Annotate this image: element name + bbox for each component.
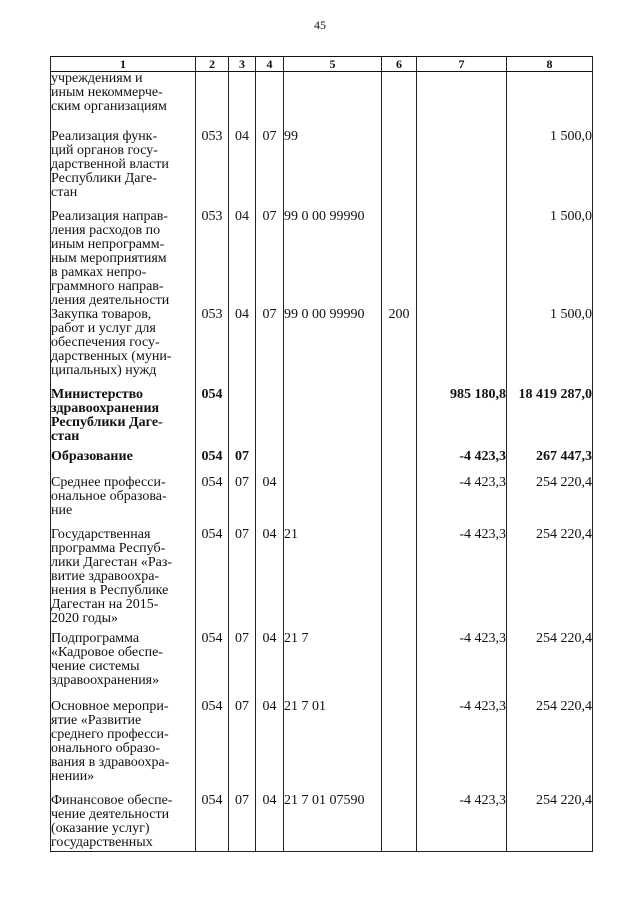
section-code-cell: 07 [229, 632, 256, 700]
row-name-line: 2020 годы» [51, 610, 119, 626]
target-item-cell: 21 [284, 528, 382, 632]
admin-code-cell: 053 [196, 210, 229, 308]
target-item-cell [284, 476, 382, 528]
section-code-cell: 04 [229, 308, 256, 388]
target-item-cell [284, 450, 382, 476]
row-name-line: «Кадровое обеспе- [51, 644, 163, 660]
section-code-cell [229, 388, 256, 450]
subsection-code-cell: 07 [256, 210, 284, 308]
row-name-line: Республики Даге- [51, 170, 157, 186]
row-name-line: Республики Даге- [51, 414, 163, 430]
admin-code-cell: 054 [196, 476, 229, 528]
column-header: 1 [51, 57, 196, 72]
column-header: 8 [507, 57, 593, 72]
admin-code-cell: 053 [196, 130, 229, 210]
row-name-line: работ и услуг для [51, 320, 156, 336]
section-code-cell: 04 [229, 210, 256, 308]
table-row [51, 388, 593, 450]
subsection-code-cell: 04 [256, 476, 284, 528]
total-amount-cell: 254 220,4 [507, 700, 593, 794]
table-row [51, 450, 593, 476]
table-row [51, 72, 593, 130]
row-name-line: дарственных (муни- [51, 348, 172, 364]
row-name-line: (оказание услуг) [51, 820, 150, 836]
row-name-line: чение системы [51, 658, 140, 674]
table-row [51, 130, 593, 210]
total-amount-cell: 18 419 287,0 [507, 388, 593, 450]
row-name-line: здравоохранения [51, 400, 160, 416]
section-code-cell: 07 [229, 476, 256, 528]
row-name [51, 308, 196, 388]
row-name-line: Финансовое обеспе- [51, 792, 173, 808]
row-name [51, 388, 196, 450]
row-name-line: вания в здравоохра- [51, 754, 170, 770]
table-row [51, 632, 593, 700]
row-name-line: Закупка товаров, [51, 306, 152, 322]
total-amount-cell: 267 447,3 [507, 450, 593, 476]
subsection-code-cell: 04 [256, 528, 284, 632]
row-name-line: государственных [51, 834, 153, 850]
row-name-line: ления деятельности [51, 292, 170, 308]
row-name-line: ления расходов по [51, 222, 161, 238]
row-name-line: ным мероприятиям [51, 250, 167, 266]
table-row [51, 210, 593, 308]
row-name-line: иным некоммерче- [51, 85, 163, 100]
expense-type-cell: 200 [382, 308, 417, 388]
row-name-line: граммного направ- [51, 278, 164, 294]
budget-table [50, 56, 593, 852]
section-code-cell: 04 [229, 130, 256, 210]
total-amount-cell [507, 72, 593, 130]
change-amount-cell [417, 210, 507, 308]
expense-type-cell [382, 700, 417, 794]
expense-type-cell [382, 210, 417, 308]
total-amount-cell: 254 220,4 [507, 476, 593, 528]
expense-type-cell [382, 450, 417, 476]
row-name-line: Государственная [51, 526, 151, 542]
admin-code-cell: 054 [196, 700, 229, 794]
subsection-code-cell [256, 388, 284, 450]
row-name [51, 210, 196, 308]
total-amount-cell: 254 220,4 [507, 632, 593, 700]
total-amount-cell: 254 220,4 [507, 528, 593, 632]
row-name-line: в рамках непро- [51, 264, 147, 280]
target-item-cell: 21 7 01 [284, 700, 382, 794]
total-amount-cell: 1 500,0 [507, 308, 593, 388]
target-item-cell: 99 0 00 99990 [284, 210, 382, 308]
table-row [51, 700, 593, 794]
change-amount-cell [417, 308, 507, 388]
expense-type-cell [382, 632, 417, 700]
admin-code-cell: 054 [196, 794, 229, 852]
change-amount-cell: -4 423,3 [417, 528, 507, 632]
subsection-code-cell [256, 72, 284, 130]
column-header: 7 [417, 57, 507, 72]
row-name-line: учреждениям и [51, 71, 143, 86]
row-name [51, 528, 196, 632]
row-name-line: Основное меропри- [51, 698, 169, 714]
target-item-cell: 21 7 [284, 632, 382, 700]
row-name-line: Дагестан на 2015- [51, 596, 159, 612]
expense-type-cell [382, 528, 417, 632]
subsection-code-cell: 07 [256, 308, 284, 388]
page-number: 45 [314, 18, 326, 32]
row-name [51, 700, 196, 794]
admin-code-cell: 054 [196, 528, 229, 632]
section-code-cell [229, 72, 256, 130]
row-name-line: программа Респуб- [51, 540, 166, 556]
expense-type-cell [382, 794, 417, 852]
section-code-cell: 07 [229, 794, 256, 852]
total-amount-cell: 254 220,4 [507, 794, 593, 852]
row-name-line: ние [51, 502, 73, 518]
target-item-cell [284, 388, 382, 450]
row-name-line: Подпрограмма [51, 630, 140, 646]
row-name [51, 632, 196, 700]
row-name-line: онального образо- [51, 740, 161, 756]
admin-code-cell [196, 72, 229, 130]
row-name-line: нении» [51, 768, 95, 784]
expense-type-cell [382, 476, 417, 528]
row-name-line: стан [51, 184, 78, 200]
row-name-line: здравоохранения» [51, 672, 160, 688]
subsection-code-cell: 07 [256, 130, 284, 210]
row-name-line: ятие «Развитие [51, 712, 142, 728]
row-name-line: ональное образова- [51, 488, 167, 504]
change-amount-cell: 985 180,8 [417, 388, 507, 450]
change-amount-cell: -4 423,3 [417, 450, 507, 476]
row-name-line: ций органов госу- [51, 142, 158, 158]
row-name-line: дарственной власти [51, 156, 169, 172]
row-name-line: обеспечения госу- [51, 334, 160, 350]
subsection-code-cell: 04 [256, 632, 284, 700]
row-name-line: ципальных) нужд [51, 362, 157, 378]
table-row [51, 528, 593, 632]
admin-code-cell: 054 [196, 450, 229, 476]
row-name-line: лики Дагестан «Раз- [51, 554, 173, 570]
table-row [51, 476, 593, 528]
row-name-line: Реализация направ- [51, 208, 168, 224]
target-item-cell: 21 7 01 07590 [284, 794, 382, 852]
row-name-line: Среднее професси- [51, 474, 166, 490]
table-row [51, 308, 593, 388]
row-name-line: чение деятельности [51, 806, 170, 822]
column-header: 6 [382, 57, 417, 72]
column-number-row [51, 57, 593, 72]
row-name [51, 794, 196, 852]
change-amount-cell [417, 72, 507, 130]
row-name [51, 450, 196, 476]
section-code-cell: 07 [229, 528, 256, 632]
total-amount-cell: 1 500,0 [507, 210, 593, 308]
admin-code-cell: 054 [196, 632, 229, 700]
row-name-line: нения в Республике [51, 582, 169, 598]
column-header: 5 [284, 57, 382, 72]
section-code-cell: 07 [229, 700, 256, 794]
admin-code-cell: 054 [196, 388, 229, 450]
column-header: 2 [196, 57, 229, 72]
subsection-code-cell [256, 450, 284, 476]
row-name-line: витие здравоохра- [51, 568, 160, 584]
target-item-cell: 99 [284, 130, 382, 210]
expense-type-cell [382, 388, 417, 450]
change-amount-cell: -4 423,3 [417, 476, 507, 528]
row-name-line: ским организациям [51, 99, 167, 114]
admin-code-cell: 053 [196, 308, 229, 388]
row-name [51, 72, 196, 130]
target-item-cell: 99 0 00 99990 [284, 308, 382, 388]
column-header: 4 [256, 57, 284, 72]
row-name-line: Реализация функ- [51, 128, 158, 144]
table-row [51, 794, 593, 852]
subsection-code-cell: 04 [256, 700, 284, 794]
expense-type-cell [382, 72, 417, 130]
row-name-line: Министерство [51, 386, 144, 402]
target-item-cell [284, 72, 382, 130]
row-name [51, 476, 196, 528]
change-amount-cell: -4 423,3 [417, 794, 507, 852]
row-name [51, 130, 196, 210]
row-name-line: Образование [51, 448, 133, 464]
column-header: 3 [229, 57, 256, 72]
subsection-code-cell: 04 [256, 794, 284, 852]
change-amount-cell: -4 423,3 [417, 632, 507, 700]
expense-type-cell [382, 130, 417, 210]
row-name-line: иным непрограмм- [51, 236, 165, 252]
total-amount-cell: 1 500,0 [507, 130, 593, 210]
change-amount-cell [417, 130, 507, 210]
row-name-line: среднего професси- [51, 726, 169, 742]
section-code-cell: 07 [229, 450, 256, 476]
row-name-line: стан [51, 428, 80, 444]
change-amount-cell: -4 423,3 [417, 700, 507, 794]
